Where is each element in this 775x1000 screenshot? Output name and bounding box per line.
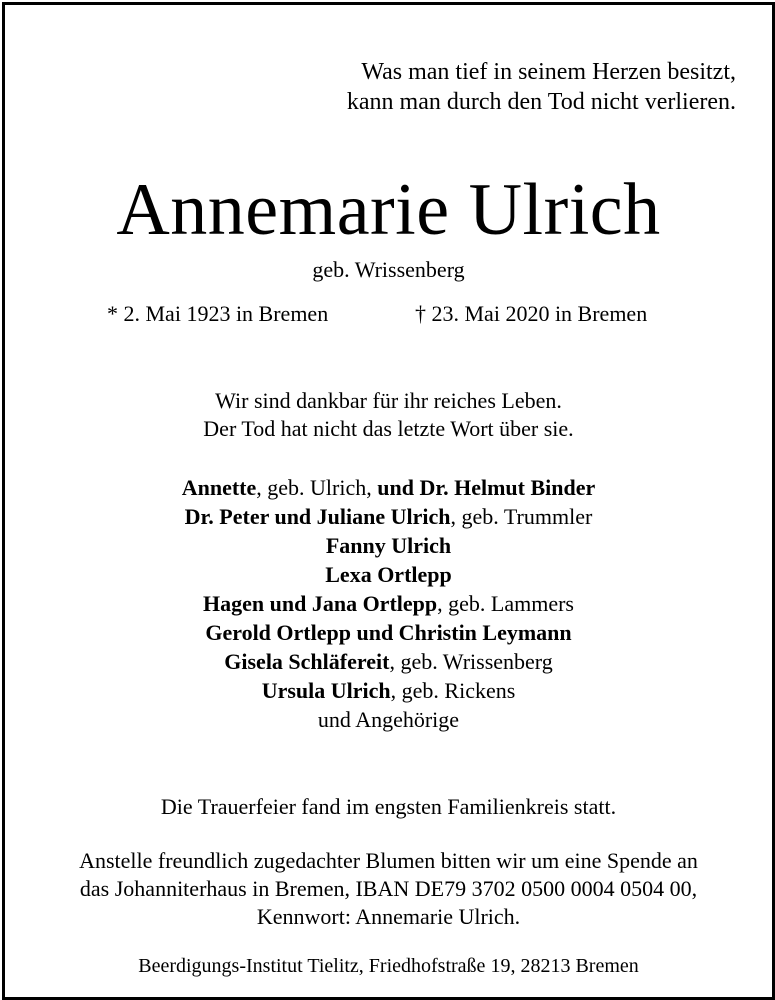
gratitude-text xyxy=(5,387,772,443)
mourner-row xyxy=(5,618,772,647)
donation-line-2: das Johanniterhaus in Bremen, IBAN DE79 3702 0500 0004 0504 00, xyxy=(79,876,698,901)
mourner-row xyxy=(5,560,772,589)
mourner-row xyxy=(5,502,772,531)
mourner-note: , geb. Trummler xyxy=(450,504,593,529)
mourner-row xyxy=(5,705,772,734)
motto-line-1: Was man tief in seinem Herzen besitzt, xyxy=(361,59,736,85)
mourner-name: Gisela Schläfereit xyxy=(224,649,390,674)
mourner-note: , geb. Lammers xyxy=(437,591,574,616)
mourner-note: , geb. Ulrich, xyxy=(256,475,378,500)
motto-quote xyxy=(5,57,736,117)
mourner-name: Hagen und Jana Ortlepp xyxy=(203,591,438,616)
death-date: † 23. Mai 2020 in Bremen xyxy=(415,301,648,326)
mourner-row xyxy=(5,589,772,618)
deceased-name: Annemarie Ulrich xyxy=(116,169,661,251)
donation-notice xyxy=(5,847,772,931)
donation-line-1: Anstelle freundlich zugedachter Blumen bitten wir um eine Spende an xyxy=(79,848,698,873)
mourner-name: Fanny Ulrich xyxy=(325,533,452,558)
gratitude-line-1: Wir sind dankbar für ihr reiches Leben. xyxy=(215,388,562,413)
donation-line-3: Kennwort: Annemarie Ulrich. xyxy=(256,904,521,929)
maiden-name: geb. Wrissenberg xyxy=(312,257,465,282)
gratitude-line-2: Der Tod hat nicht das letzte Wort über sie. xyxy=(203,416,574,441)
mourner-name: Lexa Ortlepp xyxy=(325,562,452,587)
mourner-row xyxy=(5,473,772,502)
undertaker-address: Beerdigungs-Institut Tielitz, Friedhofstraße 19, 28213 Bremen xyxy=(138,955,639,977)
mourner-name: und Dr. Helmut Binder xyxy=(377,475,596,500)
mourner-row xyxy=(5,647,772,676)
mourner-name: Ursula Ulrich xyxy=(261,678,391,703)
mourner-name: Dr. Peter und Juliane Ulrich xyxy=(184,504,451,529)
mourner-name: Annette xyxy=(181,475,257,500)
mourner-note: und Angehörige xyxy=(317,707,460,732)
funeral-notice: Die Trauerfeier fand im engsten Familienkreis statt. xyxy=(160,794,617,819)
motto-line-2: kann man durch den Tod nicht verlieren. xyxy=(346,89,736,115)
birth-date: * 2. Mai 1923 in Bremen xyxy=(107,301,329,326)
mourners-list xyxy=(5,473,772,734)
mourner-row xyxy=(5,676,772,705)
mourner-note: , geb. Rickens xyxy=(390,678,516,703)
mourner-note: , geb. Wrissenberg xyxy=(389,649,553,674)
mourner-row xyxy=(5,531,772,560)
mourner-name: Gerold Ortlepp und Christin Leymann xyxy=(205,620,572,645)
obituary-frame xyxy=(2,2,775,1000)
